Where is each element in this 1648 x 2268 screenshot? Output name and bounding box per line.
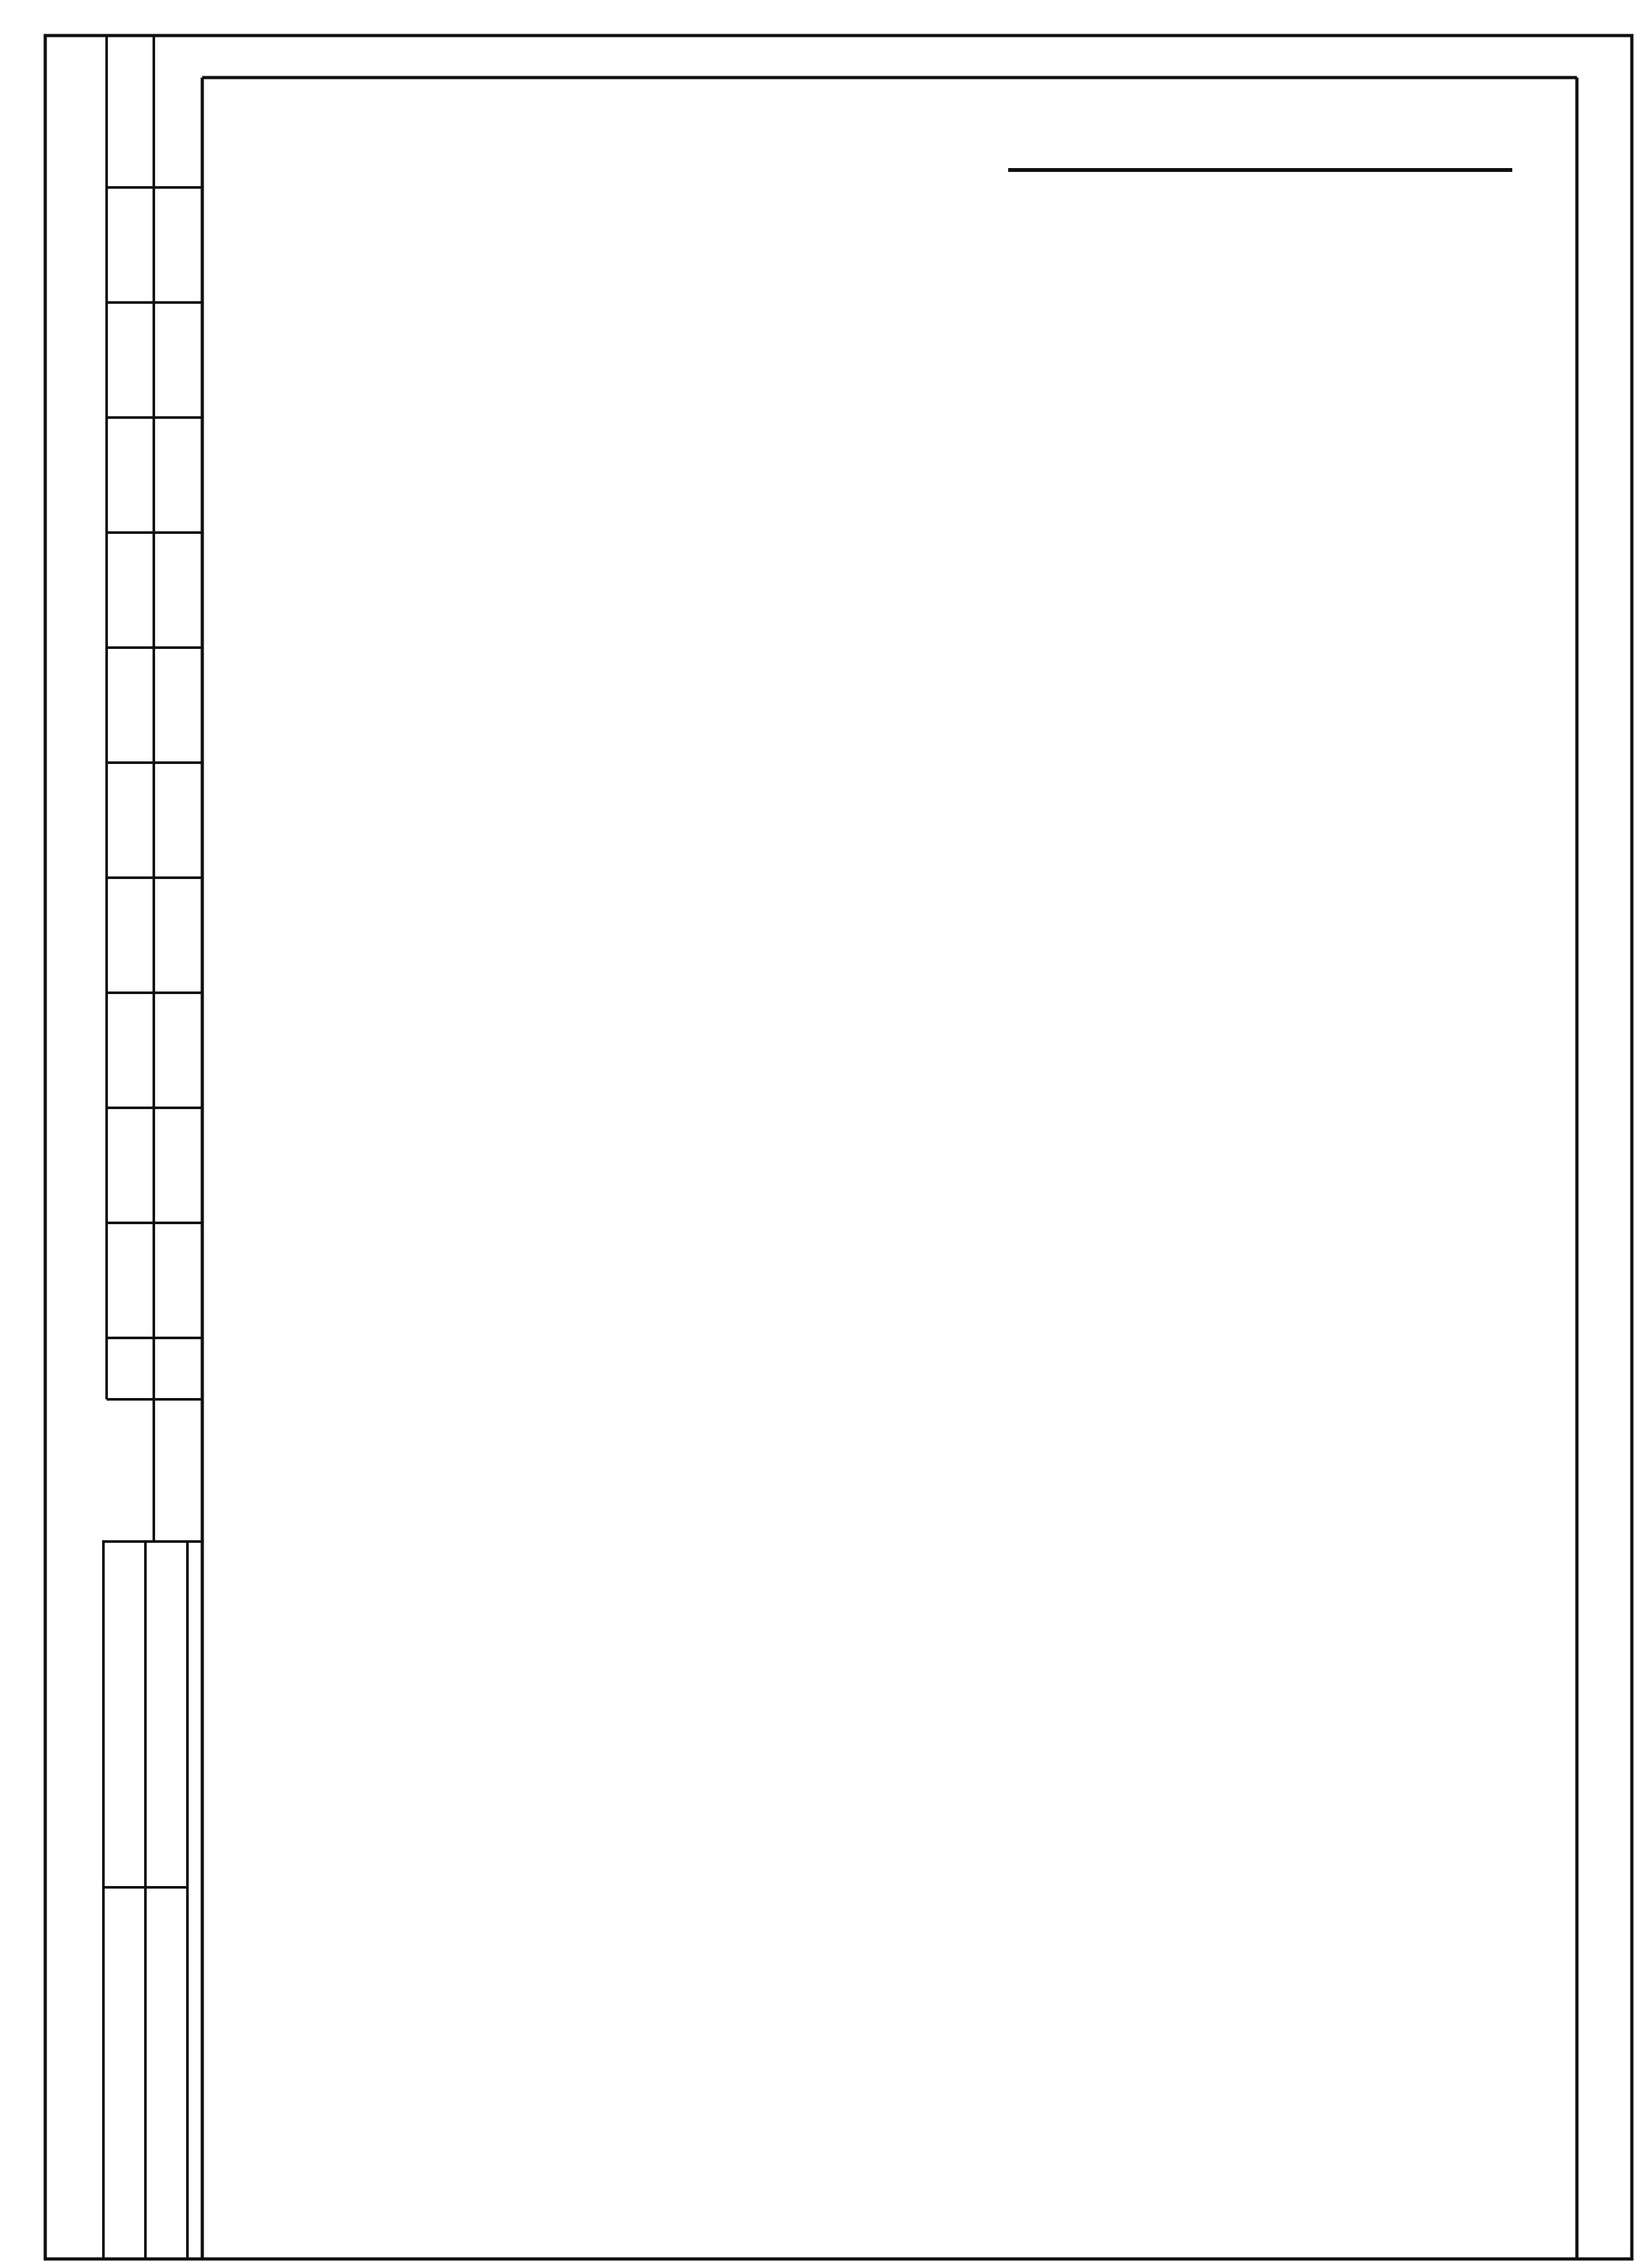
document-header — [1008, 97, 1512, 172]
side-stamp — [103, 36, 202, 2259]
outer-border — [45, 36, 1632, 2259]
